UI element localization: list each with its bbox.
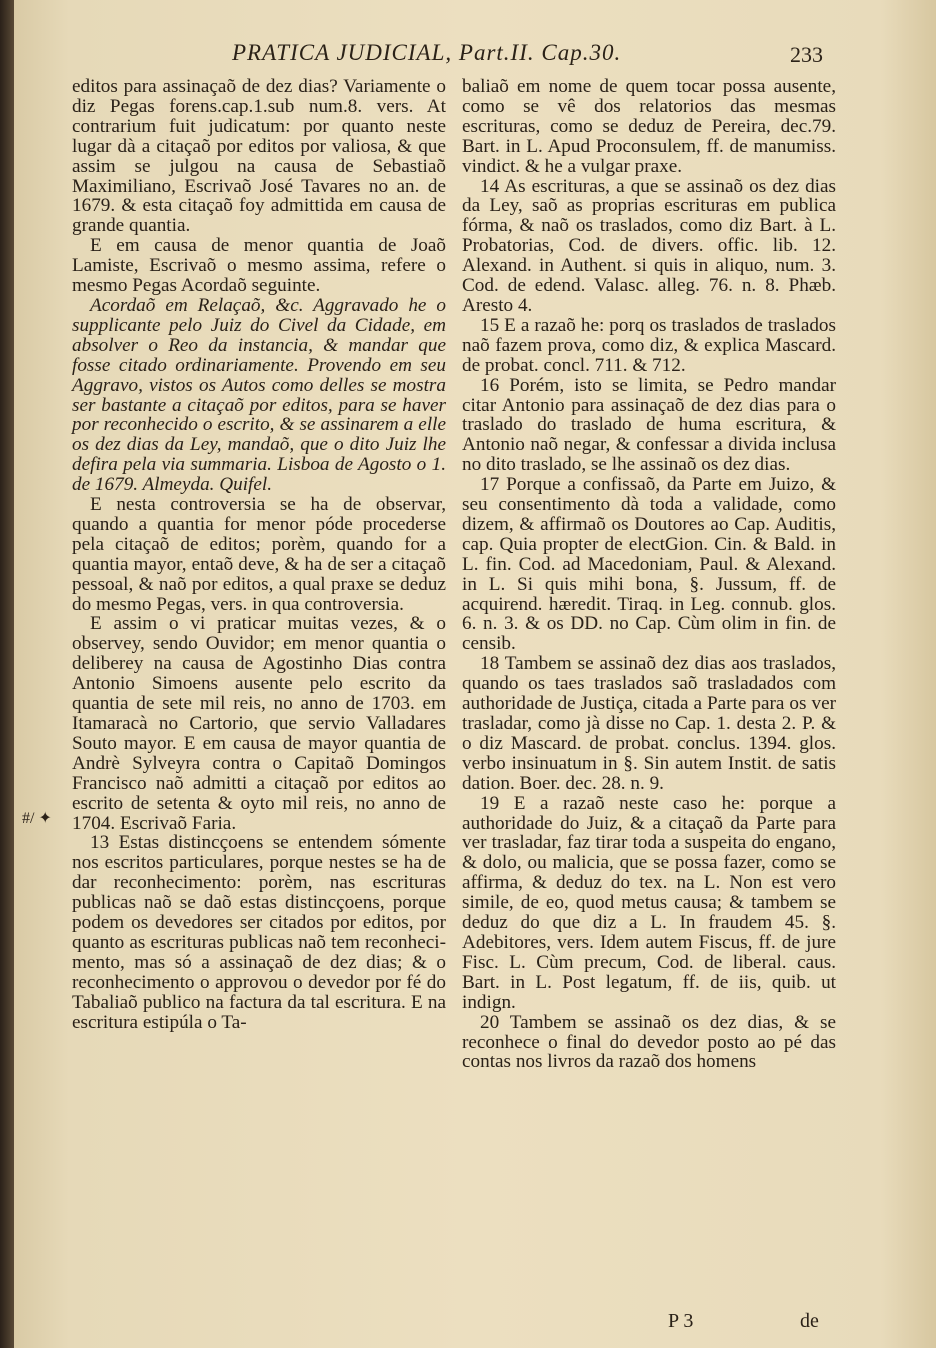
paragraph: baliaõ em nome de quem tocar possa ausente, como se vê dos relatorios das mesmas escrituras, como se deduz de Pereira, dec.79. Bart. in L. Apud Proconsulem, ff. de manumiss. vindict. & he a vulgar praxe. xyxy=(462,76,836,177)
paragraph: 15 E a razaõ he: porq os traslados de traslados naõ fazem prova, como diz, & explica Mascard. de probat. concl. 711. & 712. xyxy=(462,314,836,376)
paragraph-quoted-decision: Acordaõ em Relaçaõ, &c. Aggravado he o supplicante pelo Juiz do Civel da Cidade, em absolver o Reo da instancia, & mandar que fosse citado ordinariamente. Provendo em seu Aggravo, vistos os Autos como delles se mostra ser bastante a citaçaõ por editos, para se haver por reconhecido o escrito, & se assinarem a elle os dez dias da Ley, mandaõ, que o dito Juiz lhe defira pela via summaria. Lisboa de Agosto o 1. de 1679. Almeyda. Quifel. xyxy=(72,294,446,496)
right-column xyxy=(462,77,836,1072)
signature-mark: P 3 xyxy=(668,1310,694,1332)
catchword: de xyxy=(800,1310,819,1332)
book-gutter xyxy=(0,0,14,1348)
paragraph: E nesta controversia se ha de observar, quando a quantia for menor póde procederse pela citaçaõ de editos; porèm, quando for a quantia mayor, entaõ deve, & ha de ser a citaçaõ pessoal, & naõ por editos, a qual praxe se deduz do mesmo Pegas, vers. in qua controversia. xyxy=(72,494,446,615)
paragraph: 18 Tambem se assinaõ dez dias aos traslados, quando os taes traslados saõ trasladados com authoridade de Justiça, citada a Parte para os ver trasladar, como jà disse no Cap. 1. desta 2. P. & o diz Mascard. de probat. conclus. 1394. glos. verbo insinuatum in §. Sin autem Instit. de satis dation. Boer. dec. 28. n. 9. xyxy=(462,653,836,794)
paragraph: 19 E a razaõ neste caso he: porque a authoridade do Juiz, & a citaçaõ da Parte para ver trasladar, faz tirar toda a suspeita do engano, & dolo, ou malicia, que se possa fazer, como se affirma, & deduz do tex. na L. Non est vero simile, de eo, quod metus causa; & tambem se deduz do que diz a L. In fraudem 45. §. Adebitores, vers. Idem autem Fiscus, ff. de jure Fisc. L. Cùm precum, Cod. de liberal. caus. Bart. in L. Post legatum, ff. de iis, quib. ut indign. xyxy=(462,792,836,1013)
paragraph: 13 Estas distincçoens se entendem sómente nos escritos particulares, porque nestes se ha de dar reconhecimento: porèm, nas escrituras publicas naõ se daõ estas distincçoens, porque podem os devedores ser citados por editos, por quanto as escrituras publicas naõ tem reconhecimento, mas só a assinaçaõ de dez dias; & o reconhecimento o approvou o devedor por fé do Tabaliaõ publico na factura da tal escritura. E na escritura estipúla o Ta- xyxy=(72,832,446,1033)
left-column xyxy=(72,77,446,1033)
paragraph: E em causa de menor quantia de Joaõ Lamiste, Escrivaõ o mesmo assima, refere o mesmo Pegas Acordaõ seguinte. xyxy=(72,235,446,297)
paragraph: 16 Porém, isto se limita, se Pedro mandar citar Antonio para assinaçaõ de dez dias para o traslado do traslado de huma escritura, & Antonio naõ negar, & confessar a divida inclusa no dito traslado, se lhe assinaõ os dez dias. xyxy=(462,374,836,476)
paragraph: E assim o vi praticar muitas vezes, & o observey, sendo Ouvidor; em menor quantia o deliberey na causa de Agostinho Dias contra Antonio Simoens ausente pelo escrito da quantia de sete mil reis, no anno de 1703. em Itamaracà no Cartorio, que servio Valladares Souto mayor. E em causa de mayor quantia de Andrè Sylveyra contra o Capitaõ Domingos Francisco naõ admitti a citaçaõ por editos ao escrito de setenta & oyto mil reis, no anno de 1704. Escrivaõ Faria. xyxy=(72,613,446,834)
running-title: PRATICA JUDICIAL, Part.II. Cap.30. xyxy=(232,40,622,65)
paragraph: 20 Tambem se assinaõ os dez dias, & se reconhece o final do devedor posto ao pé das contas nos livros da razaõ dos homens xyxy=(462,1011,836,1073)
margin-note: #/ ✦ xyxy=(22,810,52,827)
page-number: 233 xyxy=(790,42,823,67)
paragraph: 17 Porque a confissaõ, da Parte em Juizo, & seu consentimento dà toda a validade, como dizem, & affirmaõ os Doutores ao Cap. Auditis, cap. Quia propter de electGion. Cin. & Bald. in L. fin. Cod. ad Macedoniam, Paul. & Alexand. in L. Si quis mihi bona, §. Jussum, ff. de acquirend. hæredit. Tiraq. in Leg. connub. glos. 6. n. 3. & os DD. no Cap. Cùm olim in fin. de censib. xyxy=(462,474,836,655)
paragraph: 14 As escrituras, a que se assinaõ os dez dias da Ley, saõ as proprias escrituras em publica fórma, & naõ os traslados, como diz Bart. à L. Probatorias, Cod. de divers. offic. lib. 12. Alexand. in Authent. si quis in aliquo, num. 3. Cod. de edend. Valasc. alleg. 76. n. 8. Phæb. Aresto 4. xyxy=(462,175,836,316)
paragraph: editos para assinaçaõ de dez dias? Variamente o diz Pegas forens.cap.1.sub num.8. vers. At contrarium fuit judicatum: por quanto neste lugar dà a citaçaõ por editos por valiosa, & que assim se julgou na causa de Sebastiaõ Maximiliano, Escrivaõ José Tavares no an. de 1679. & esta citaçaõ foy admittida em causa de grande quantia. xyxy=(72,76,446,237)
